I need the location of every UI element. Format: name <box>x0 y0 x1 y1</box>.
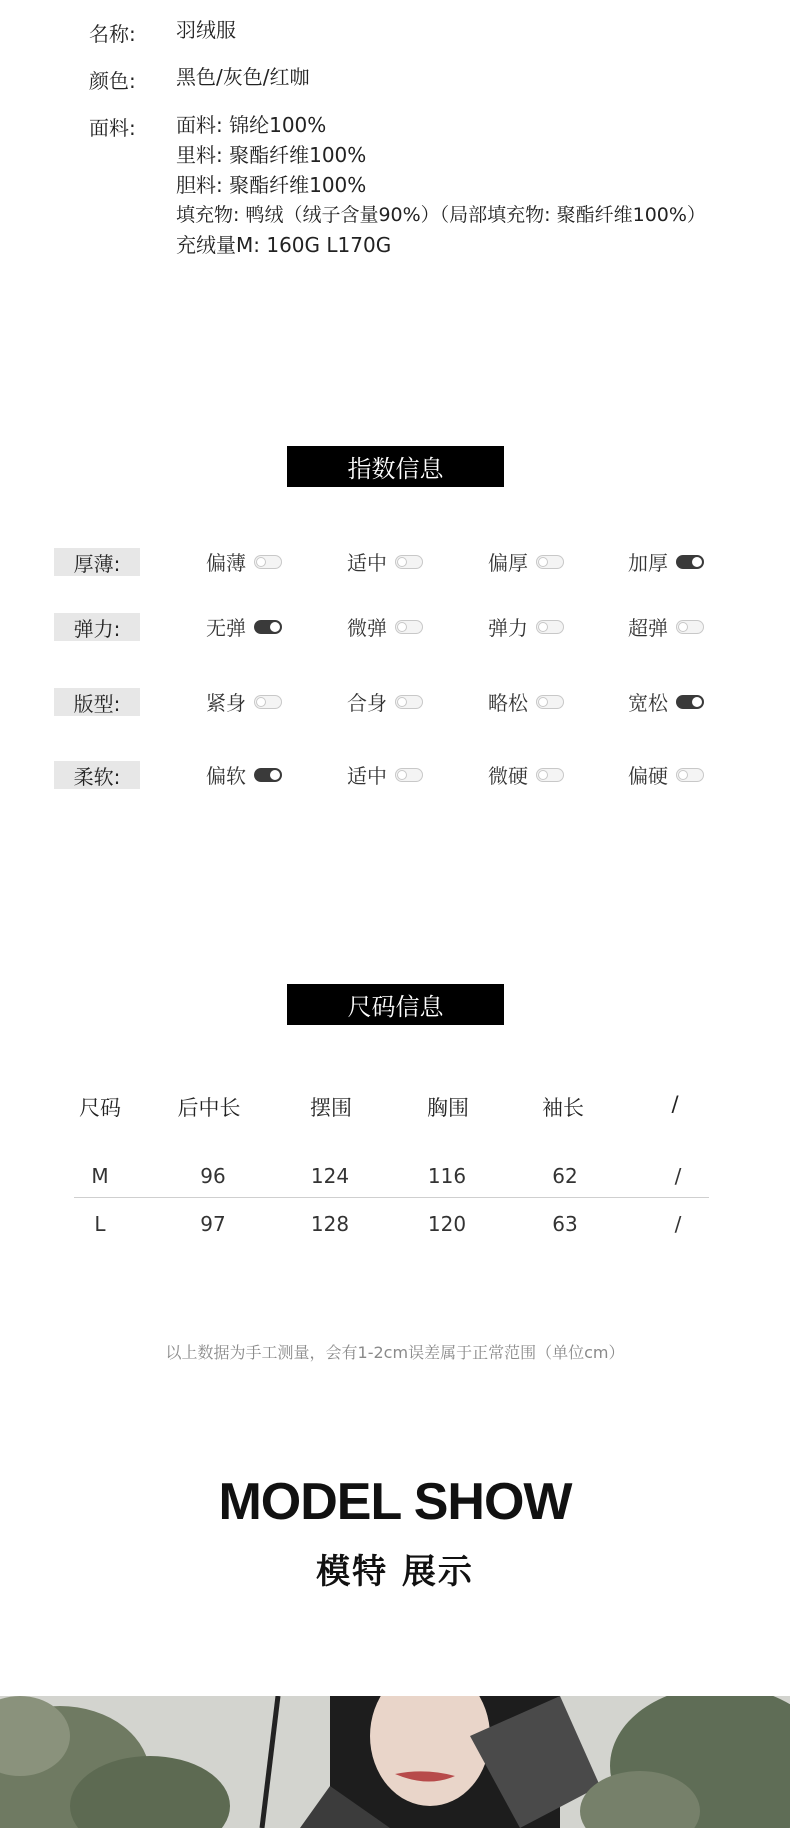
toggle-knob <box>538 770 548 780</box>
toggle-knob <box>678 770 688 780</box>
toggle-knob <box>538 697 548 707</box>
index-option-label: 适中 <box>347 764 387 788</box>
table-cell: 62 <box>552 1164 578 1188</box>
material-label: 面料: <box>89 116 136 140</box>
toggle-knob <box>397 770 407 780</box>
index-option-label: 偏硬 <box>628 764 668 788</box>
toggle-on-indicator <box>254 768 282 782</box>
toggle-knob <box>692 557 702 567</box>
material-line: 胆料: 聚酯纤维100% <box>176 173 367 197</box>
index-option-label: 偏软 <box>206 764 246 788</box>
toggle-knob <box>270 770 280 780</box>
model-photo <box>0 1696 790 1828</box>
toggle-off-indicator <box>676 620 704 634</box>
index-option <box>628 687 704 716</box>
toggle-knob <box>397 557 407 567</box>
index-option-label: 偏厚 <box>488 551 528 575</box>
index-option <box>347 760 423 789</box>
toggle-off-indicator <box>254 695 282 709</box>
toggle-off-indicator <box>395 555 423 569</box>
table-cell: / <box>674 1164 682 1188</box>
index-option-label: 紧身 <box>206 691 246 715</box>
index-option <box>347 612 423 641</box>
color-label: 颜色: <box>89 69 136 93</box>
index-option <box>347 547 423 576</box>
index-option <box>628 612 704 641</box>
toggle-off-indicator <box>536 555 564 569</box>
material-line: 里料: 聚酯纤维100% <box>176 143 367 167</box>
toggle-off-indicator <box>254 555 282 569</box>
index-option-label: 微硬 <box>488 764 528 788</box>
model-photo-illustration <box>0 1696 790 1828</box>
table-cell: 116 <box>427 1164 467 1188</box>
table-cell: L <box>94 1212 106 1236</box>
size-section-title: 尺码信息 <box>287 984 504 1025</box>
size-header: 胸围 <box>427 1096 469 1120</box>
model-show-title: MODEL SHOW <box>218 1473 572 1531</box>
index-option <box>206 760 282 789</box>
index-section-title: 指数信息 <box>287 446 504 487</box>
toggle-off-indicator <box>676 768 704 782</box>
table-cell: 63 <box>552 1212 578 1236</box>
index-option-label: 宽松 <box>628 691 668 715</box>
toggle-off-indicator <box>536 695 564 709</box>
index-row-label: 版型: <box>54 688 140 716</box>
name-value: 羽绒服 <box>176 18 236 42</box>
toggle-knob <box>397 697 407 707</box>
index-option <box>347 687 423 716</box>
index-option-label: 弹力 <box>488 616 528 640</box>
index-option <box>488 687 564 716</box>
toggle-knob <box>256 697 266 707</box>
index-option <box>206 547 282 576</box>
index-option-label: 偏薄 <box>206 551 246 575</box>
color-value: 黑色/灰色/红咖 <box>176 65 310 89</box>
size-header: 尺码 <box>79 1096 121 1120</box>
index-option <box>488 760 564 789</box>
table-cell: 96 <box>200 1164 226 1188</box>
size-header: 后中长 <box>177 1096 241 1120</box>
index-option-label: 加厚 <box>628 551 668 575</box>
index-option <box>628 547 704 576</box>
index-option <box>206 687 282 716</box>
material-lines <box>176 110 706 260</box>
table-cell: 120 <box>427 1212 467 1236</box>
index-row-label: 厚薄: <box>54 548 140 576</box>
table-cell: M <box>91 1164 109 1188</box>
toggle-knob <box>692 697 702 707</box>
index-row-label: 柔软: <box>54 761 140 789</box>
index-option <box>628 760 704 789</box>
row-divider <box>74 1197 709 1198</box>
table-cell: 124 <box>310 1164 350 1188</box>
index-option-label: 适中 <box>347 551 387 575</box>
measurement-note: 以上数据为手工测量，会有1-2cm误差属于正常范围（单位cm） <box>165 1343 625 1362</box>
size-header: 摆围 <box>310 1096 352 1120</box>
index-option <box>488 547 564 576</box>
toggle-knob <box>538 557 548 567</box>
toggle-on-indicator <box>676 555 704 569</box>
size-header: / <box>671 1092 679 1116</box>
toggle-off-indicator <box>536 620 564 634</box>
toggle-knob <box>678 622 688 632</box>
size-header: 袖长 <box>542 1096 584 1120</box>
toggle-off-indicator <box>395 620 423 634</box>
toggle-off-indicator <box>395 768 423 782</box>
toggle-knob <box>256 557 266 567</box>
toggle-off-indicator <box>395 695 423 709</box>
index-option <box>488 612 564 641</box>
index-option-label: 超弹 <box>628 616 668 640</box>
index-option-label: 略松 <box>488 691 528 715</box>
index-row-label: 弹力: <box>54 613 140 641</box>
index-option-label: 微弹 <box>347 616 387 640</box>
table-cell: 128 <box>310 1212 350 1236</box>
toggle-on-indicator <box>676 695 704 709</box>
table-cell: / <box>674 1212 682 1236</box>
toggle-knob <box>397 622 407 632</box>
material-line: 面料: 锦纶100% <box>176 113 327 137</box>
material-line: 充绒量M: 160G L170G <box>176 233 392 257</box>
toggle-on-indicator <box>254 620 282 634</box>
name-label: 名称: <box>89 22 136 46</box>
toggle-off-indicator <box>536 768 564 782</box>
toggle-knob <box>538 622 548 632</box>
material-line: 填充物: 鸭绒（绒子含量90%）（局部填充物: 聚酯纤维100%） <box>176 204 706 226</box>
index-option-label: 无弹 <box>206 616 246 640</box>
index-option <box>206 612 282 641</box>
model-show-subtitle: 模特 展示 <box>316 1552 474 1592</box>
table-cell: 97 <box>200 1212 226 1236</box>
index-option-label: 合身 <box>347 691 387 715</box>
toggle-knob <box>270 622 280 632</box>
